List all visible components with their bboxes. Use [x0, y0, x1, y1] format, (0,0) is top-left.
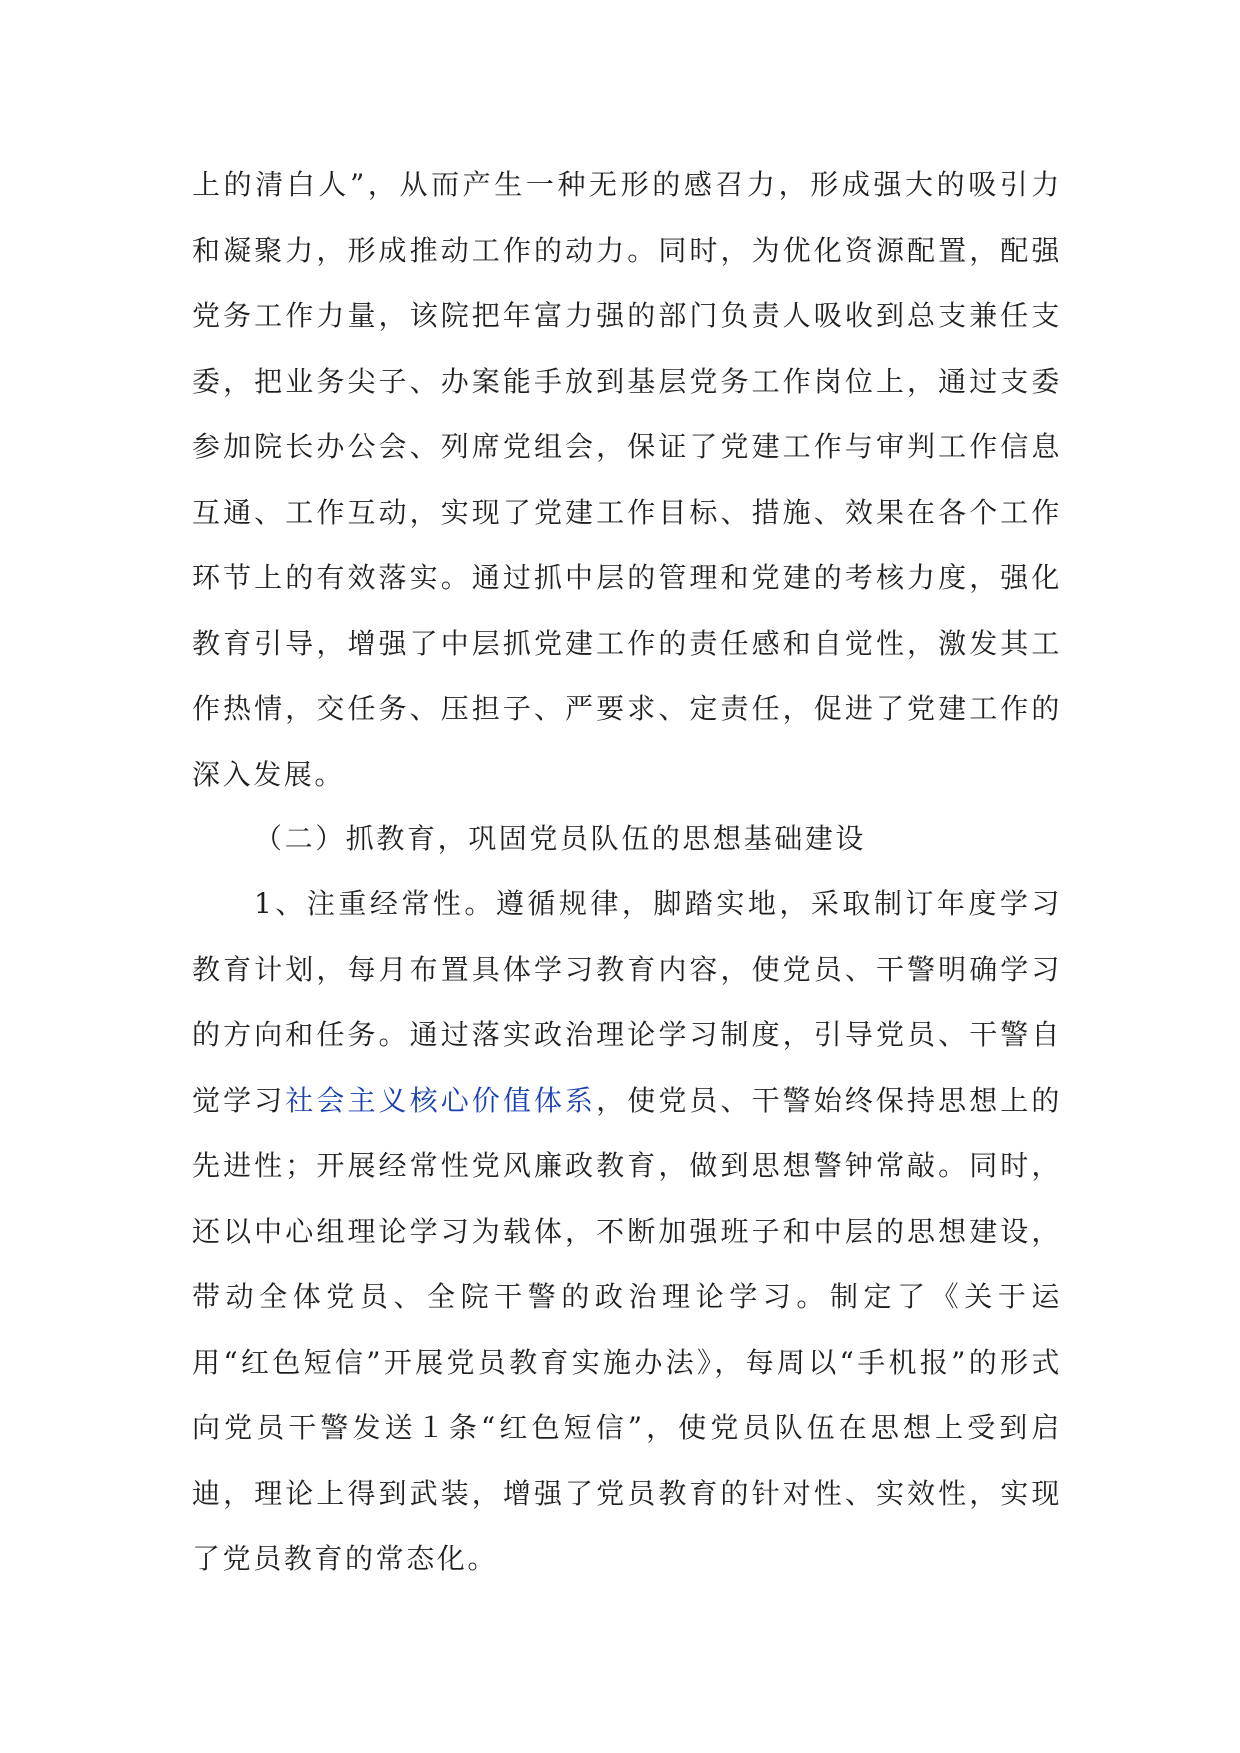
- education-paragraph-block: [192, 871, 1062, 1592]
- continuation-paragraph-block: [192, 152, 1062, 807]
- section-heading-block: [192, 806, 1062, 872]
- core-values-link[interactable]: 社会主义核心价值体系: [285, 1083, 597, 1117]
- section-heading: （二）抓教育，巩固党员队伍的思想基础建设: [254, 822, 867, 855]
- education-paragraph: [192, 871, 1062, 1592]
- education-paragraph-text-before-link: 1、注重经常性。遵循规律，脚踏实地，采取制订年度学习教育计划，每月布置具体学习教育内容，使党员、干警明确学习的方向和任务。通过落实政治理论学习制度，引导党员、干警自觉学习: [192, 887, 1062, 1117]
- education-paragraph-text-after-link: ，使党员、干警始终保持思想上的先进性；开展经常性党风廉政教育，做到思想警钟常敲。同时，还以中心组理论学习为载体，不断加强班子和中层的思想建设，带动全体党员、全院干警的政治理论学习。制定了《关于运用“红色短信”开展党员教育实施办法》，每周以“手机报”的形式向党员干警发送１条“红色短信”，使党员队伍在思想上受到启迪，理论上得到武装，增强了党员教育的针对性、实效性，实现了党员教育的常态化。: [192, 1083, 1062, 1575]
- continuation-paragraph: 上的清白人”，从而产生一种无形的感召力，形成强大的吸引力和凝聚力，形成推动工作的动力。同时，为优化资源配置，配强党务工作力量，该院把年富力强的部门负责人吸收到总支兼任支委，把业务尖子、办案能手放到基层党务工作岗位上，通过支委参加院长办公会、列席党组会，保证了党建工作与审判工作信息互通、工作互动，实现了党建工作目标、措施、效果在各个工作环节上的有效落实。通过抓中层的管理和党建的考核力度，强化教育引导，增强了中层抓党建工作的责任感和自觉性，激发其工作热情，交任务、压担子、严要求、定责任，促进了党建工作的深入发展。: [192, 168, 1062, 791]
